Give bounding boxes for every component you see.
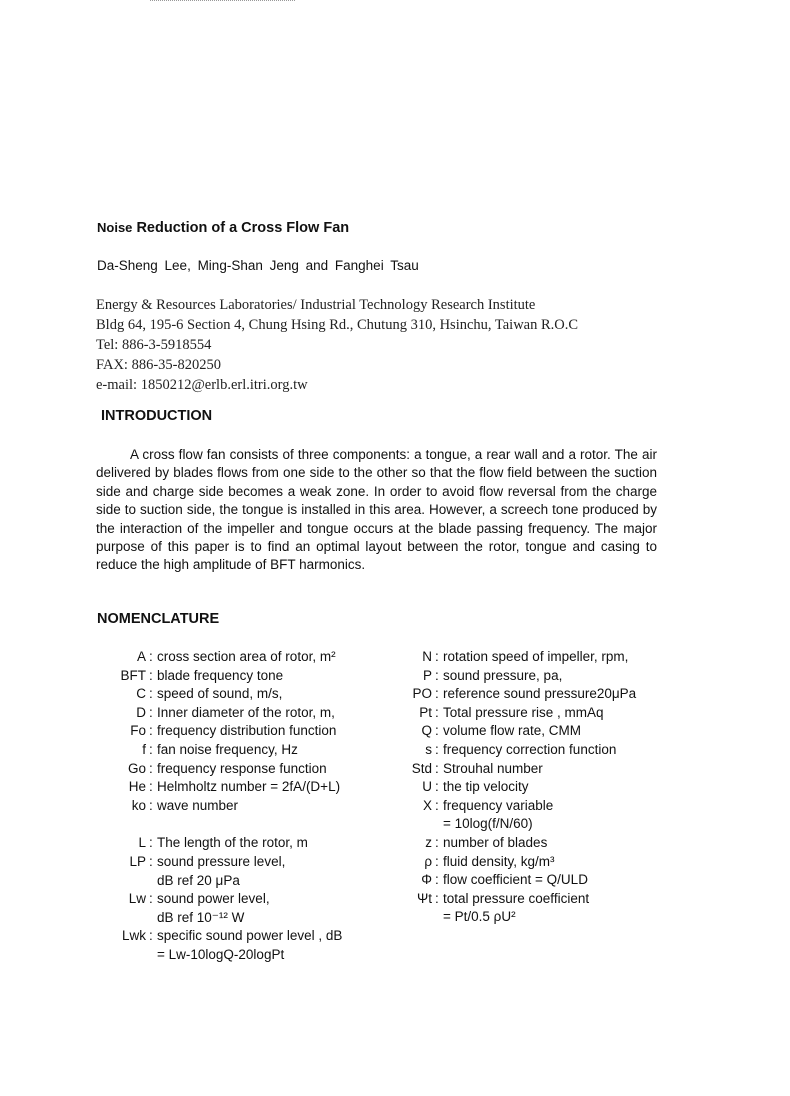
nomenclature-symbol: f <box>142 741 146 757</box>
separator: : <box>149 891 153 907</box>
nomenclature-definition: frequency variable = 10log(f/N/60) <box>443 797 712 834</box>
email-line: e-mail: 1850212@erlb.erl.itri.org.tw <box>96 377 308 393</box>
nomenclature-entry <box>96 927 426 964</box>
nomenclature-symbol: Lw <box>128 891 146 907</box>
nomenclature-symbol: Ψt <box>416 890 432 906</box>
nomenclature-definition: frequency distribution function <box>157 723 337 739</box>
fax-line: FAX: 886-35-820250 <box>96 357 221 373</box>
nomenclature-symbol: C <box>136 686 146 702</box>
separator: : <box>149 686 153 702</box>
nomenclature-entry <box>96 853 426 890</box>
tel-line: Tel: 886-3-5918554 <box>96 337 212 353</box>
separator: : <box>435 779 439 795</box>
nomenclature-definition: Helmholtz number = 2fA/(D+L) <box>157 779 341 795</box>
nomenclature-symbol: X <box>422 797 432 813</box>
paper-title <box>97 220 349 236</box>
nomenclature-definition: The length of the rotor, m <box>157 835 308 851</box>
nomenclature-definition: Inner diameter of the rotor, m, <box>157 704 335 720</box>
nomenclature-heading: NOMENCLATURE <box>97 611 220 627</box>
nomenclature-entry <box>96 722 426 741</box>
nomenclature-symbol: BFT <box>120 667 146 683</box>
authors: Da-Sheng Lee, Ming-Shan Jeng and Fanghei Tsau <box>97 258 419 273</box>
introduction-heading: INTRODUCTION <box>101 408 213 424</box>
nomenclature-definition: sound pressure level, dB ref 20 μPa <box>157 853 426 890</box>
nomenclature-entry <box>96 685 426 704</box>
separator: : <box>149 649 153 664</box>
nomenclature-symbol <box>96 815 149 834</box>
nomenclature-definition-continuation: = Pt/0.5 ρU² <box>443 909 516 925</box>
nomenclature-symbol: Std <box>411 760 432 776</box>
nomenclature-entry <box>382 704 712 723</box>
nomenclature-entry <box>382 871 712 890</box>
nomenclature-symbol: Pt <box>419 704 432 720</box>
separator: : <box>149 667 153 683</box>
nomenclature-definition: volume flow rate, CMM <box>443 723 582 739</box>
separator: : <box>435 797 439 813</box>
nomenclature-definition: speed of sound, m/s, <box>157 686 283 702</box>
address-line: Bldg 64, 195-6 Section 4, Chung Hsing Rd., Chutung 310, Hsinchu, Taiwan R.O.C <box>96 317 579 333</box>
nomenclature-definition: number of blades <box>443 834 548 850</box>
nomenclature-entry <box>96 648 426 667</box>
separator: : <box>435 741 439 757</box>
nomenclature-definition-continuation: dB ref 10⁻¹² W <box>157 909 245 925</box>
nomenclature-entry <box>382 648 712 667</box>
nomenclature-entry <box>382 722 712 741</box>
nomenclature-definition: Strouhal number <box>443 760 543 776</box>
nomenclature-symbol: PO <box>412 686 432 702</box>
separator: : <box>435 853 439 869</box>
scan-artifact <box>150 0 295 5</box>
nomenclature-symbol: ko <box>131 797 146 813</box>
affiliation-line: Energy & Resources Laboratories/ Industrial Technology Research Institute <box>96 297 536 313</box>
nomenclature-definition: flow coefficient = Q/ULD <box>443 872 588 888</box>
nomenclature-entry <box>382 853 712 872</box>
nomenclature-symbol: He <box>128 779 146 795</box>
nomenclature-definition-continuation: = Lw-10logQ-20logPt <box>157 946 285 962</box>
nomenclature-definition: Total pressure rise , mmAq <box>443 704 604 720</box>
nomenclature-entry <box>96 890 426 927</box>
nomenclature-entry <box>382 890 712 927</box>
nomenclature-definition: fan noise frequency, Hz <box>157 741 298 757</box>
nomenclature-symbol: Fo <box>130 723 146 739</box>
nomenclature-entry <box>96 741 426 760</box>
nomenclature-definition: total pressure coefficient = Pt/0.5 ρU² <box>443 890 712 927</box>
separator: : <box>435 834 439 850</box>
separator: : <box>149 741 153 757</box>
nomenclature-entry <box>382 667 712 686</box>
nomenclature-symbol: ρ <box>424 853 432 869</box>
nomenclature-entry <box>96 760 426 779</box>
nomenclature-entry <box>382 778 712 797</box>
nomenclature-symbol: LP <box>129 853 146 869</box>
separator: : <box>149 723 153 739</box>
nomenclature-symbol: Go <box>127 760 146 776</box>
nomenclature-definition: reference sound pressure20μPa <box>443 686 637 702</box>
separator: : <box>149 835 153 851</box>
nomenclature-symbol: z <box>425 834 432 850</box>
nomenclature-definition: cross section area of rotor, m² <box>157 649 336 664</box>
separator: : <box>149 797 153 813</box>
nomenclature-definition: sound pressure, pa, <box>443 667 563 683</box>
nomenclature-definition: specific sound power level , dB = Lw-10logQ-20logPt <box>157 927 426 964</box>
nomenclature-symbol: D <box>136 704 146 720</box>
nomenclature-symbol: U <box>422 779 432 795</box>
nomenclature-entry <box>96 834 426 853</box>
nomenclature-entry <box>96 815 426 834</box>
nomenclature-entry <box>382 741 712 760</box>
separator: : <box>435 872 439 888</box>
nomenclature-definition: frequency response function <box>157 760 327 776</box>
nomenclature-symbol: Φ <box>421 872 432 888</box>
nomenclature-definition: blade frequency tone <box>157 667 284 683</box>
separator: : <box>149 704 153 720</box>
nomenclature-entry <box>382 760 712 779</box>
separator: : <box>149 760 153 776</box>
nomenclature-definition: frequency correction function <box>443 741 617 757</box>
nomenclature-symbol: Lwk <box>121 928 146 944</box>
introduction-paragraph: A cross flow fan consists of three components: a tongue, a rear wall and a rotor. The air delivered by blades flows from one side to the other so that the flow field between the suction side and charge side becomes a weak zone. In order to avoid flow reversal from the charge side to suction side, the tongue is installed in this area. However, a screech tone produced by the interaction of the impeller and tongue occurs at the blade passing frequency. The major purpose of this paper is to find an optimal layout between the rotor, tongue and casing to reduce the high amplitude of BFT harmonics. <box>96 447 657 573</box>
nomenclature-entry <box>96 778 426 797</box>
title-rest: Reduction of a Cross Flow Fan <box>136 220 350 236</box>
nomenclature-definition: sound power level, dB ref 10⁻¹² W <box>157 890 426 927</box>
nomenclature-symbol: A <box>136 649 146 664</box>
separator <box>149 815 157 834</box>
separator: : <box>149 853 153 869</box>
nomenclature-entry <box>382 685 712 704</box>
affiliation-block <box>96 295 578 395</box>
introduction-body <box>96 446 657 575</box>
separator: : <box>149 928 153 944</box>
nomenclature-symbol: P <box>422 667 432 683</box>
nomenclature-symbol: s <box>425 741 432 757</box>
nomenclature-definition: wave number <box>157 797 239 813</box>
nomenclature-definition: fluid density, kg/m³ <box>443 853 555 869</box>
nomenclature-entry <box>382 797 712 834</box>
separator: : <box>435 723 439 739</box>
nomenclature-right-column <box>382 648 712 927</box>
nomenclature-definition-continuation: dB ref 20 μPa <box>157 872 240 888</box>
separator: : <box>435 649 439 664</box>
nomenclature-entry <box>96 704 426 723</box>
nomenclature-definition: rotation speed of impeller, rpm, <box>443 649 629 664</box>
nomenclature-symbol: Q <box>421 723 432 739</box>
nomenclature-definition-continuation: = 10log(f/N/60) <box>443 816 533 832</box>
separator: : <box>149 779 153 795</box>
nomenclature-left-column <box>96 648 426 965</box>
nomenclature-entry <box>382 834 712 853</box>
separator: : <box>435 686 439 702</box>
separator: : <box>435 890 439 906</box>
separator: : <box>435 704 439 720</box>
title-lead: Noise <box>97 220 133 235</box>
separator: : <box>435 667 439 683</box>
nomenclature-symbol: L <box>138 835 146 851</box>
nomenclature-entry <box>96 667 426 686</box>
nomenclature-definition: the tip velocity <box>443 779 529 795</box>
nomenclature-entry <box>96 797 426 816</box>
separator: : <box>435 760 439 776</box>
nomenclature-symbol: N <box>422 649 432 664</box>
